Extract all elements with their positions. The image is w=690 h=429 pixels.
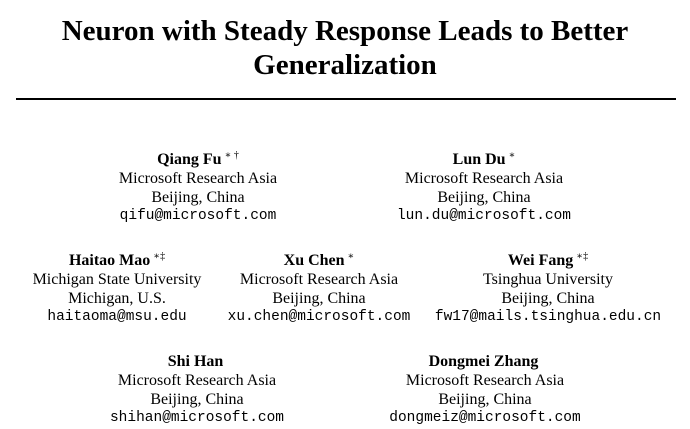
author-location: Beijing, China <box>437 189 531 206</box>
author-name: Xu Chen <box>283 252 345 269</box>
author-email: xu.chen@microsoft.com <box>227 309 411 325</box>
author-footnote-marks: ∗‡ <box>576 251 589 262</box>
paper-title-line-1: Neuron with Steady Response Leads to Better <box>61 15 629 47</box>
author-footnote-marks: ∗ † <box>224 150 239 161</box>
author-block-qiang-fu <box>78 146 318 226</box>
author-name: Shi Han <box>167 353 224 370</box>
author-name: Dongmei Zhang <box>428 353 539 370</box>
author-affiliation: Microsoft Research Asia <box>404 170 564 187</box>
author-name: Haitao Mao <box>68 252 151 269</box>
author-affiliation: Tsinghua University <box>483 271 613 288</box>
author-footnote-marks: ∗ <box>508 150 516 161</box>
author-email: fw17@mails.tsinghua.edu.cn <box>434 309 662 325</box>
author-email: shihan@microsoft.com <box>109 410 285 426</box>
author-block-wei-fang <box>428 247 668 327</box>
author-location: Beijing, China <box>438 391 532 408</box>
author-block-shi-han <box>77 348 317 428</box>
author-block-dongmei-zhang <box>365 348 605 428</box>
paper-title-line-2: Generalization <box>253 49 437 81</box>
author-location: Beijing, China <box>151 189 245 206</box>
author-email: qifu@microsoft.com <box>119 208 277 224</box>
author-affiliation: Microsoft Research Asia <box>117 372 277 389</box>
author-location: Beijing, China <box>272 290 366 307</box>
author-location: Beijing, China <box>150 391 244 408</box>
author-affiliation: Microsoft Research Asia <box>239 271 399 288</box>
author-location: Michigan, U.S. <box>68 290 166 307</box>
author-email: dongmeiz@microsoft.com <box>389 410 581 426</box>
paper-title <box>0 14 690 82</box>
author-name: Lun Du <box>452 151 506 168</box>
author-email: lun.du@microsoft.com <box>396 208 572 224</box>
author-name: Wei Fang <box>507 252 574 269</box>
author-affiliation: Michigan State University <box>32 271 202 288</box>
author-affiliation: Microsoft Research Asia <box>118 170 278 187</box>
title-rule <box>16 98 676 100</box>
author-email: haitaoma@msu.edu <box>47 309 187 325</box>
author-block-xu-chen <box>199 247 439 327</box>
author-block-lun-du <box>364 146 604 226</box>
author-name: Qiang Fu <box>157 151 222 168</box>
author-location: Beijing, China <box>501 290 595 307</box>
author-affiliation: Microsoft Research Asia <box>405 372 565 389</box>
author-footnote-marks: ∗‡ <box>153 251 166 262</box>
author-footnote-marks: ∗ <box>347 251 355 262</box>
